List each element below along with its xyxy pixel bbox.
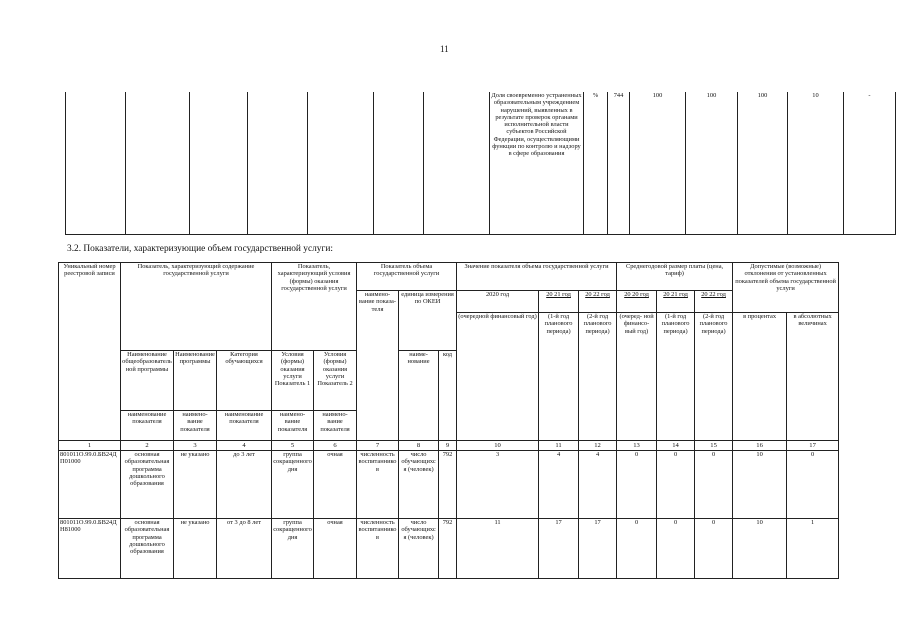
cell [424,92,490,234]
code-cell: 744 [608,92,630,234]
row-id: 801011О.99.0.БВ24ДП01000 [59,451,121,519]
table-row [66,92,896,234]
row-value-2022: 4 [579,451,617,519]
header-in-percent: в процентах [733,313,787,441]
cell [248,92,308,234]
column-number: 2 [121,441,174,451]
header-price-22: 20 22 год [695,291,733,313]
header-year-21: 20 21 год [539,291,579,313]
indicator-cell: Доля своевременно устраненных образовательным учреждением нарушений, выявленных в результате проверок органами исполнительной власти субъектов Российской Федерации, осуществляющими функции по контролю и надзору в сфере образования [490,92,584,234]
section-title: 3.2. Показатели, характеризующие объем государственной услуги: [67,244,333,254]
row-category: до 3 лет [217,451,272,519]
column-number: 5 [272,441,314,451]
header-year-22: 20 22 год [579,291,617,313]
row-deviation-absolute: 0 [787,451,839,519]
row-id: 801011О.99.0.БВ24ДН81000 [59,519,121,579]
row-cond1: группа сокращенного дня [272,519,314,579]
row-price-2020: 0 [617,451,657,519]
row-code: 792 [439,451,457,519]
header-cond1: Условия (формы) оказания услуги Показатель 1 [272,351,314,411]
row-price-2022: 0 [695,451,733,519]
header-sub-name: наимено- вание показателя [174,411,217,441]
header-year-21-sub: (1-й год планового периода) [539,313,579,441]
header-in-abs: в абсолютных величинах [787,313,839,441]
column-number: 17 [787,441,839,451]
header-content-group: Показатель, характеризующий содержание государственной услуги [121,263,272,351]
value-2021: 100 [686,92,738,234]
header-sub-name: наименование показателя [121,411,174,441]
column-number: 9 [439,441,457,451]
row-indicator: численность воспитанников [357,451,399,519]
column-number: 6 [314,441,357,451]
unit-cell: % [584,92,608,234]
row-price-2022: 0 [695,519,733,579]
page-number: 11 [440,44,449,54]
row-value-2020: 3 [457,451,539,519]
column-number: 12 [579,441,617,451]
cell [190,92,248,234]
cell [374,92,424,234]
header-unique-number: Уникальный номер реестровой записи [59,263,121,441]
row-programs: не указано [174,451,217,519]
row-value-2022: 17 [579,519,617,579]
row-deviation-absolute: 1 [787,519,839,579]
header-deviation-group: Допустимые (возможные) отклонения от установленных показателей объема государственной услуги [733,263,839,313]
row-unit: число обучающихся (человек) [399,451,439,519]
header-price-group: Среднегодовой размер платы (цена, тариф) [617,263,733,291]
row-value-2021: 4 [539,451,579,519]
header-value-group: Значение показателя объема государственной услуги [457,263,617,291]
header-volume-name: наимено- вание показа- теля [357,291,399,441]
table-row [59,451,839,519]
header-conditions-group: Показатель, характеризующий условия (формы) оказания государственной услуги [272,263,357,351]
header-volume-group: Показатель объема государственной услуги [357,263,457,291]
value-2020: 100 [630,92,686,234]
deviation-percent: 10 [788,92,844,234]
row-code: 792 [439,519,457,579]
column-number-row [59,441,839,451]
quality-table-continuation [65,92,896,235]
row-value-2020: 11 [457,519,539,579]
header-unit-name: наиме- нование [399,351,439,441]
header-programs: Наименование программы [174,351,217,411]
column-number: 15 [695,441,733,451]
column-number: 11 [539,441,579,451]
row-price-2020: 0 [617,519,657,579]
cell [126,92,190,234]
row-category: от 3 до 8 лет [217,519,272,579]
row-value-2021: 17 [539,519,579,579]
header-category: Категория обучающихся [217,351,272,411]
header-price-22-sub: (2-й год планового периода) [695,313,733,441]
header-sub-name: наимено- вание показателя [314,411,357,441]
header-volume-unit: единица измерения по ОКЕИ [399,291,457,351]
row-deviation-percent: 10 [733,519,787,579]
column-number: 16 [733,441,787,451]
header-unit-code: код [439,351,457,441]
column-number: 3 [174,441,217,451]
cell [66,92,126,234]
value-2022: 100 [738,92,788,234]
header-year-2020-sub: (очередной финансовый год) [457,313,539,441]
column-number: 4 [217,441,272,451]
volume-table [58,262,839,579]
column-number: 1 [59,441,121,451]
header-price-21: 20 21 год [657,291,695,313]
column-number: 7 [357,441,399,451]
row-cond2: очная [314,451,357,519]
deviation-absolute: - [844,92,896,234]
column-number: 10 [457,441,539,451]
column-number: 13 [617,441,657,451]
row-cond1: группа сокращенного дня [272,451,314,519]
header-price-20-sub: (очеред- ной финансо- вый год) [617,313,657,441]
row-programs: не указано [174,519,217,579]
column-number: 8 [399,441,439,451]
header-sub-name: наимено- вание показателя [272,411,314,441]
row-indicator: численность воспитанников [357,519,399,579]
header-year-2020: 2020 год [457,291,539,313]
row-price-2021: 0 [657,451,695,519]
table-row [59,519,839,579]
header-program-name: Наименование общеобразовательной программы [121,351,174,411]
header-cond2: Условия (формы) оказания услуги Показатель 2 [314,351,357,411]
column-number: 14 [657,441,695,451]
row-program: основная образовательная программа дошкольного образования [121,519,174,579]
row-price-2021: 0 [657,519,695,579]
row-deviation-percent: 10 [733,451,787,519]
row-program: основная образовательная программа дошкольного образования [121,451,174,519]
header-year-22-sub: (2-й год планового периода) [579,313,617,441]
header-price-20: 20 20 год [617,291,657,313]
cell [308,92,374,234]
header-sub-name: наименование показателя [217,411,272,441]
header-price-21-sub: (1-й год планового периода) [657,313,695,441]
row-cond2: очная [314,519,357,579]
row-unit: число обучающихся (человек) [399,519,439,579]
